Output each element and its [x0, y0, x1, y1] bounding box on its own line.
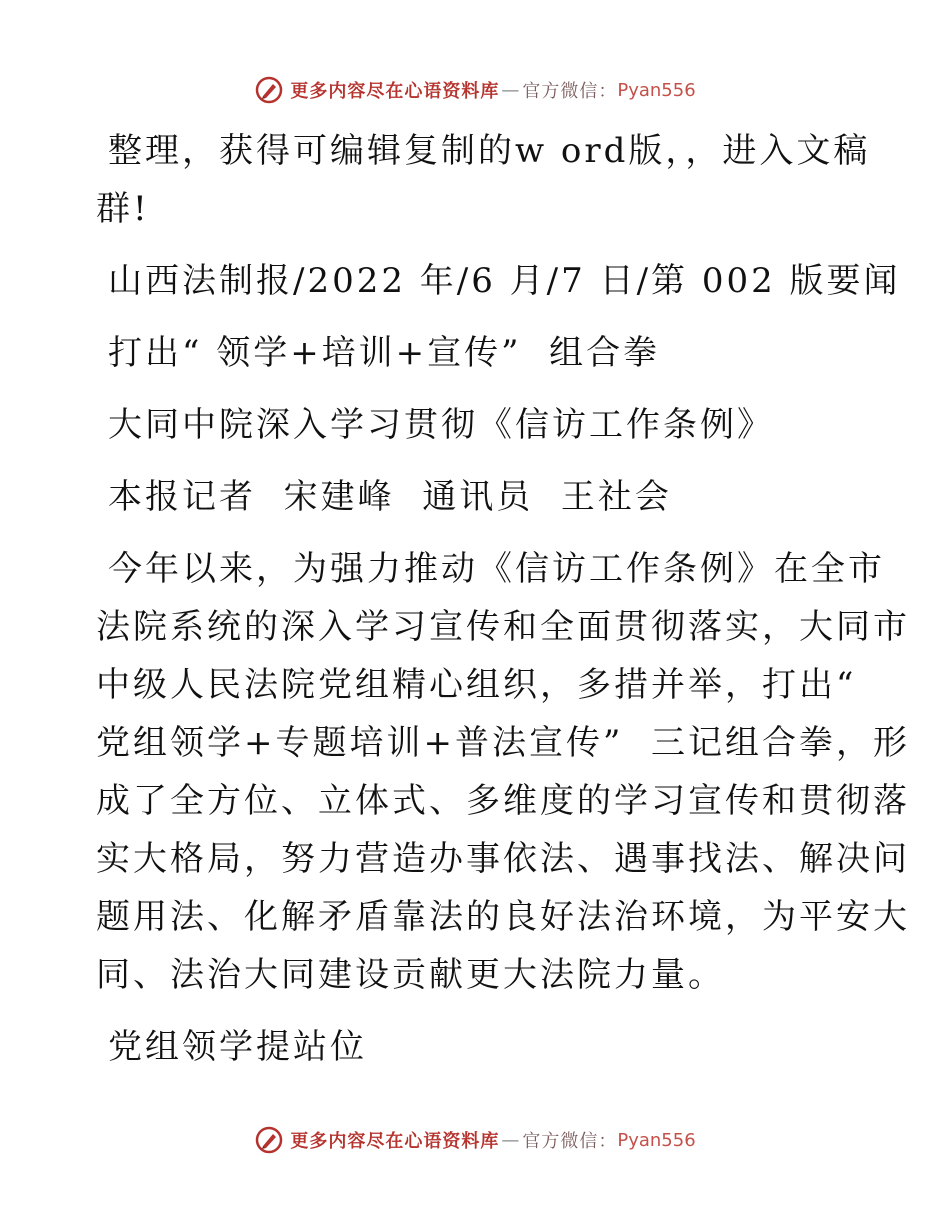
body-line-2: 法院系统的深入学习宣传和全面贯彻落实，大同市	[96, 607, 910, 647]
article-byline: 本报记者 宋建峰 通讯员 王社会	[108, 477, 672, 517]
intro-line-1: 整理，获得可编辑复制的w ord版，，进入文稿	[108, 131, 871, 171]
body-line-1: 今年以来，为强力推动《信访工作条例》在全市	[108, 549, 885, 589]
watermark-main-text: 更多内容尽在心语资料库	[290, 1131, 500, 1152]
intro-line-2: 群!	[96, 189, 150, 229]
watermark-wechat-id: Pyan556	[617, 1129, 696, 1151]
article-headline: 打出“ 领学+培训+宣传” 组合拳	[108, 333, 661, 373]
watermark-wechat-label: 官方微信：	[522, 81, 618, 102]
watermark-wechat-id: Pyan556	[617, 79, 696, 101]
body-line-7: 题用法、化解矛盾靠法的良好法治环境，为平安大	[96, 897, 910, 937]
article-source: 山西法制报/2022 年/6 月/7 日/第 002 版要闻	[108, 261, 901, 301]
body-line-4: 党组领学+专题培训+普法宣传” 三记组合拳，形	[96, 723, 910, 763]
body-line-8: 同、法治大同建设贡献更大法院力量。	[96, 955, 725, 995]
pen-circle-icon	[254, 1125, 284, 1155]
watermark-main-text: 更多内容尽在心语资料库	[290, 81, 500, 102]
pen-circle-icon	[254, 75, 284, 105]
watermark-header	[0, 72, 950, 108]
body-line-5: 成了全方位、立体式、多维度的学习宣传和贯彻落	[96, 781, 910, 821]
watermark-separator: —	[501, 79, 521, 101]
article-subheadline: 大同中院深入学习贯彻《信访工作条例》	[108, 405, 774, 445]
body-line-6: 实大格局，努力营造办事依法、遇事找法、解决问	[96, 839, 910, 879]
section-heading: 党组领学提站位	[108, 1027, 367, 1067]
watermark-wechat-label: 官方微信：	[522, 1131, 618, 1152]
watermark-separator: —	[501, 1129, 521, 1151]
body-line-3: 中级人民法院党组精心组织，多措并举，打出“	[96, 665, 857, 705]
watermark-footer	[0, 1122, 950, 1158]
document-body	[96, 122, 910, 1076]
